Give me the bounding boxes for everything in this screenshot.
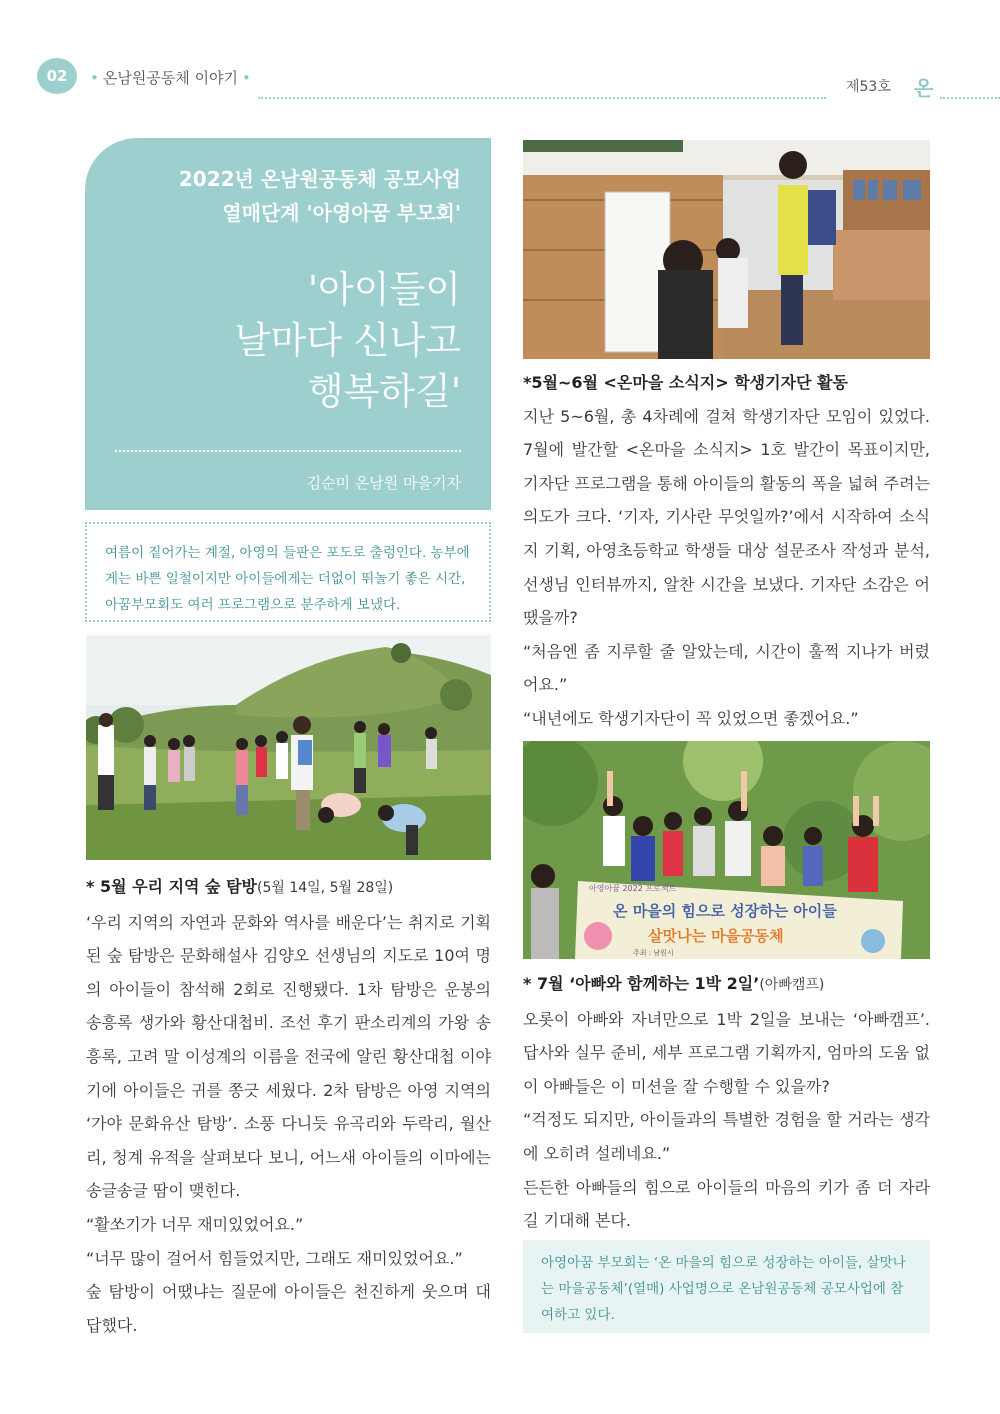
banner-line1: 온 마을의 힘으로 성장하는 아이들: [613, 902, 837, 920]
intro-box: 여름이 짙어가는 계절, 아영의 들판은 포도로 출렁인다. 농부에게는 바쁜 일철이지만 아이들에게는 더없이 뛰놀기 좋은 시간, 아꿈부모회도 여러 프로그램으로 분주하게 보냈다.: [85, 522, 491, 622]
article-title-box: [85, 138, 491, 510]
section-title: 온남원공동체 이야기: [102, 69, 239, 87]
caption-title: * 7월 ‘아빠와 함께하는 1박 2일’: [523, 974, 760, 993]
bullet-icon: •: [242, 69, 251, 87]
student-reporter-photo: [523, 140, 930, 359]
forest-tour-photo: [86, 635, 491, 860]
paragraph: 오롯이 아빠와 자녀만으로 1박 2일을 보내는 ‘아빠캠프’. 답사와 실무 준비, 세부 프로그램 기획까지, 엄마의 도움 없이 아빠들은 이 미션을 잘 수행할 수 있을까?: [523, 1009, 930, 1096]
quote: “걱정도 되지만, 아이들과의 특별한 경험을 할 거라는 생각에 오히려 설레네요.”: [523, 1110, 930, 1163]
paragraph: ‘우리 지역의 자연과 문화와 역사를 배운다’는 취지로 기획된 숲 탐방은 문화해설사 김양오 선생님의 지도로 10여 명의 아이들이 참석해 2회로 진행됐다. 1차 탐방은 운봉의 송흥록 생가와 황산대첩비. 조선 후기 판소리계의 가왕 송흥록, 고려 말 이성계의 이름을 전국에 알린 황산대첩 이야기에 아이들은 귀를 쫑긋 세웠다. 2차 탐방은 아영 지역의 ‘가야 문화유산 탐방’. 소풍 다니듯 유곡리와 두락리, 월산리, 청계 유적을 살펴보다 보니, 어느새 아이들의 이마에는 송글송글 땀이 맺힌다.: [86, 912, 491, 1201]
left-article-column: [86, 870, 491, 1342]
issue-number: 제53호: [846, 79, 891, 95]
page-number: 02: [46, 67, 68, 85]
quote: “활쏘기가 너무 재미있었어요.”: [86, 1214, 304, 1234]
title-line: '아이들이: [307, 268, 461, 311]
caption-title: * 5월 우리 지역 숲 탐방: [86, 877, 257, 896]
paragraph: 숲 탐방이 어땠냐는 질문에 아이들은 천진하게 웃으며 대답했다.: [86, 1282, 491, 1335]
paragraph: 지난 5~6월, 총 4차례에 걸쳐 학생기자단 모임이 있었다. 7월에 발간할 <온마을 소식지> 1호 발간이 목표이지만, 기자단 프로그램을 통해 아이들의 활동의 폭을 넓혀 주려는 의도가 크다. ‘기자, 기사란 무엇일까?’에서 시작하여 소식지 기획, 아영초등학교 학생들 대상 설문조사 작성과 분석, 선생님 인터뷰까지, 알찬 시간을 보냈다. 기자단 소감은 어땠을까?: [523, 406, 930, 628]
title-line: 행복하길': [307, 370, 461, 413]
bullet-icon: •: [90, 69, 99, 87]
section-header: [86, 67, 255, 88]
quote: “내년에도 학생기자단이 꼭 있었으면 좋겠어요.”: [523, 708, 859, 728]
title-line: 날마다 신나고: [234, 319, 461, 362]
right-article-column-bottom: [523, 967, 930, 1238]
magazine-logo: 온: [914, 76, 934, 100]
header-divider-right: [940, 97, 1000, 99]
section-caption: *5월~6월 <온마을 소식지> 학생기자단 활동: [523, 373, 848, 392]
banner-line2: 살맛나는 마을공동체: [648, 927, 784, 945]
banner-top-text: 아영아꿈 2022 프로젝트: [589, 884, 677, 893]
subtitle-line: 2022년 온남원공동체 공모사업: [178, 167, 461, 191]
caption-dates: (5월 14일, 5월 28일): [257, 880, 394, 896]
dad-camp-photo: [523, 741, 930, 959]
subtitle-line: 열매단계 '아영아꿈 부모회': [222, 201, 461, 225]
article-subtitle: [179, 162, 461, 230]
paragraph: 든든한 아빠들의 힘으로 아이들의 마음의 키가 좀 더 자라길 기대해 본다.: [523, 1177, 930, 1231]
header-divider: [258, 97, 826, 99]
program-note-box: 아영아꿈 부모회는 ‘온 마을의 힘으로 성장하는 아이들, 살맛나는 마을공동체’(열매) 사업명으로 온남원공동체 공모사업에 참여하고 있다.: [523, 1240, 930, 1333]
article-title: [235, 264, 461, 417]
title-divider: [115, 450, 461, 452]
section-caption: [523, 967, 930, 1003]
banner-sponsor: 주최 : 남원시: [633, 949, 674, 957]
quote: “너무 많이 걸어서 힘들었지만, 그래도 재미있었어요.”: [86, 1248, 463, 1268]
page-number-badge: [37, 58, 77, 94]
right-article-column-top: [523, 366, 930, 736]
author-byline: 김순미 온남원 마을기자: [306, 474, 461, 492]
quote: “처음엔 좀 지루할 줄 알았는데, 시간이 훌쩍 지나가 버렸어요.”: [523, 641, 930, 695]
section-caption: [86, 870, 491, 906]
caption-suffix: (아빠캠프): [759, 977, 825, 993]
